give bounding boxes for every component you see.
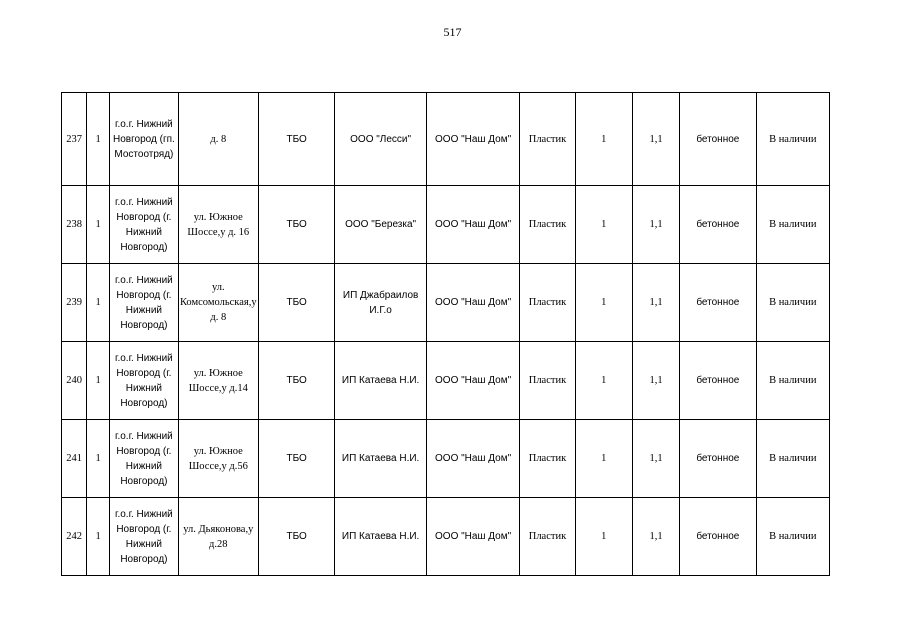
cell-volume: 1,1 bbox=[632, 342, 679, 420]
cell-district: г.о.г. Нижний Новгород (гп. Мостоотряд) bbox=[110, 93, 178, 186]
cell-material: Пластик bbox=[520, 93, 575, 186]
cell-containers: 1 bbox=[575, 420, 632, 498]
cell-waste-type: ТБО bbox=[258, 186, 334, 264]
cell-containers: 1 bbox=[575, 93, 632, 186]
cell-owner: ИП Джабраилов И.Г.о bbox=[335, 264, 426, 342]
cell-district: г.о.г. Нижний Новгород (г. Нижний Новгород) bbox=[110, 186, 178, 264]
table-row bbox=[62, 264, 830, 342]
cell-operator: ООО "Наш Дом" bbox=[426, 498, 519, 576]
table-row bbox=[62, 342, 830, 420]
cell-district: г.о.г. Нижний Новгород (г. Нижний Новгород) bbox=[110, 498, 178, 576]
cell-volume: 1,1 bbox=[632, 420, 679, 498]
cell-number: 237 bbox=[62, 93, 87, 186]
cell-count: 1 bbox=[87, 342, 110, 420]
cell-material: Пластик bbox=[520, 264, 575, 342]
cell-count: 1 bbox=[87, 420, 110, 498]
cell-owner: ИП Катаева Н.И. bbox=[335, 420, 426, 498]
cell-operator: ООО "Наш Дом" bbox=[426, 93, 519, 186]
cell-address: ул. Южное Шоссе,у д.14 bbox=[178, 342, 258, 420]
cell-count: 1 bbox=[87, 498, 110, 576]
cell-surface: бетонное bbox=[680, 342, 756, 420]
cell-surface: бетонное bbox=[680, 264, 756, 342]
cell-waste-type: ТБО bbox=[258, 498, 334, 576]
cell-owner: ИП Катаева Н.И. bbox=[335, 342, 426, 420]
cell-containers: 1 bbox=[575, 498, 632, 576]
cell-address: д. 8 bbox=[178, 93, 258, 186]
cell-number: 238 bbox=[62, 186, 87, 264]
page-number: 517 bbox=[443, 25, 462, 39]
cell-count: 1 bbox=[87, 264, 110, 342]
cell-material: Пластик bbox=[520, 498, 575, 576]
table-row bbox=[62, 420, 830, 498]
table-row bbox=[62, 186, 830, 264]
cell-volume: 1,1 bbox=[632, 264, 679, 342]
cell-volume: 1,1 bbox=[632, 93, 679, 186]
cell-count: 1 bbox=[87, 93, 110, 186]
cell-district: г.о.г. Нижний Новгород (г. Нижний Новгород) bbox=[110, 264, 178, 342]
cell-status: В наличии bbox=[756, 264, 829, 342]
cell-surface: бетонное bbox=[680, 186, 756, 264]
cell-surface: бетонное bbox=[680, 420, 756, 498]
cell-number: 241 bbox=[62, 420, 87, 498]
cell-operator: ООО "Наш Дом" bbox=[426, 342, 519, 420]
cell-waste-type: ТБО bbox=[258, 420, 334, 498]
cell-address: ул. Южное Шоссе,у д. 16 bbox=[178, 186, 258, 264]
cell-waste-type: ТБО bbox=[258, 93, 334, 186]
cell-address: ул. Дьяконова,у д.28 bbox=[178, 498, 258, 576]
cell-waste-type: ТБО bbox=[258, 342, 334, 420]
cell-containers: 1 bbox=[575, 186, 632, 264]
cell-owner: ООО "Лесси" bbox=[335, 93, 426, 186]
cell-material: Пластик bbox=[520, 420, 575, 498]
cell-status: В наличии bbox=[756, 342, 829, 420]
cell-district: г.о.г. Нижний Новгород (г. Нижний Новгород) bbox=[110, 420, 178, 498]
cell-containers: 1 bbox=[575, 264, 632, 342]
cell-volume: 1,1 bbox=[632, 186, 679, 264]
cell-status: В наличии bbox=[756, 420, 829, 498]
cell-status: В наличии bbox=[756, 186, 829, 264]
cell-address: ул. Комсомольская,у д. 8 bbox=[178, 264, 258, 342]
table-row bbox=[62, 93, 830, 186]
cell-owner: ИП Катаева Н.И. bbox=[335, 498, 426, 576]
cell-containers: 1 bbox=[575, 342, 632, 420]
cell-operator: ООО "Наш Дом" bbox=[426, 420, 519, 498]
cell-number: 240 bbox=[62, 342, 87, 420]
waste-sites-table bbox=[61, 92, 830, 576]
cell-status: В наличии bbox=[756, 498, 829, 576]
cell-surface: бетонное bbox=[680, 498, 756, 576]
cell-number: 239 bbox=[62, 264, 87, 342]
cell-operator: ООО "Наш Дом" bbox=[426, 186, 519, 264]
cell-status: В наличии bbox=[756, 93, 829, 186]
cell-volume: 1,1 bbox=[632, 498, 679, 576]
cell-surface: бетонное bbox=[680, 93, 756, 186]
cell-district: г.о.г. Нижний Новгород (г. Нижний Новгород) bbox=[110, 342, 178, 420]
table-row bbox=[62, 498, 830, 576]
cell-material: Пластик bbox=[520, 342, 575, 420]
cell-material: Пластик bbox=[520, 186, 575, 264]
cell-number: 242 bbox=[62, 498, 87, 576]
cell-waste-type: ТБО bbox=[258, 264, 334, 342]
cell-owner: ООО "Березка" bbox=[335, 186, 426, 264]
cell-operator: ООО "Наш Дом" bbox=[426, 264, 519, 342]
cell-address: ул. Южное Шоссе,у д.56 bbox=[178, 420, 258, 498]
cell-count: 1 bbox=[87, 186, 110, 264]
